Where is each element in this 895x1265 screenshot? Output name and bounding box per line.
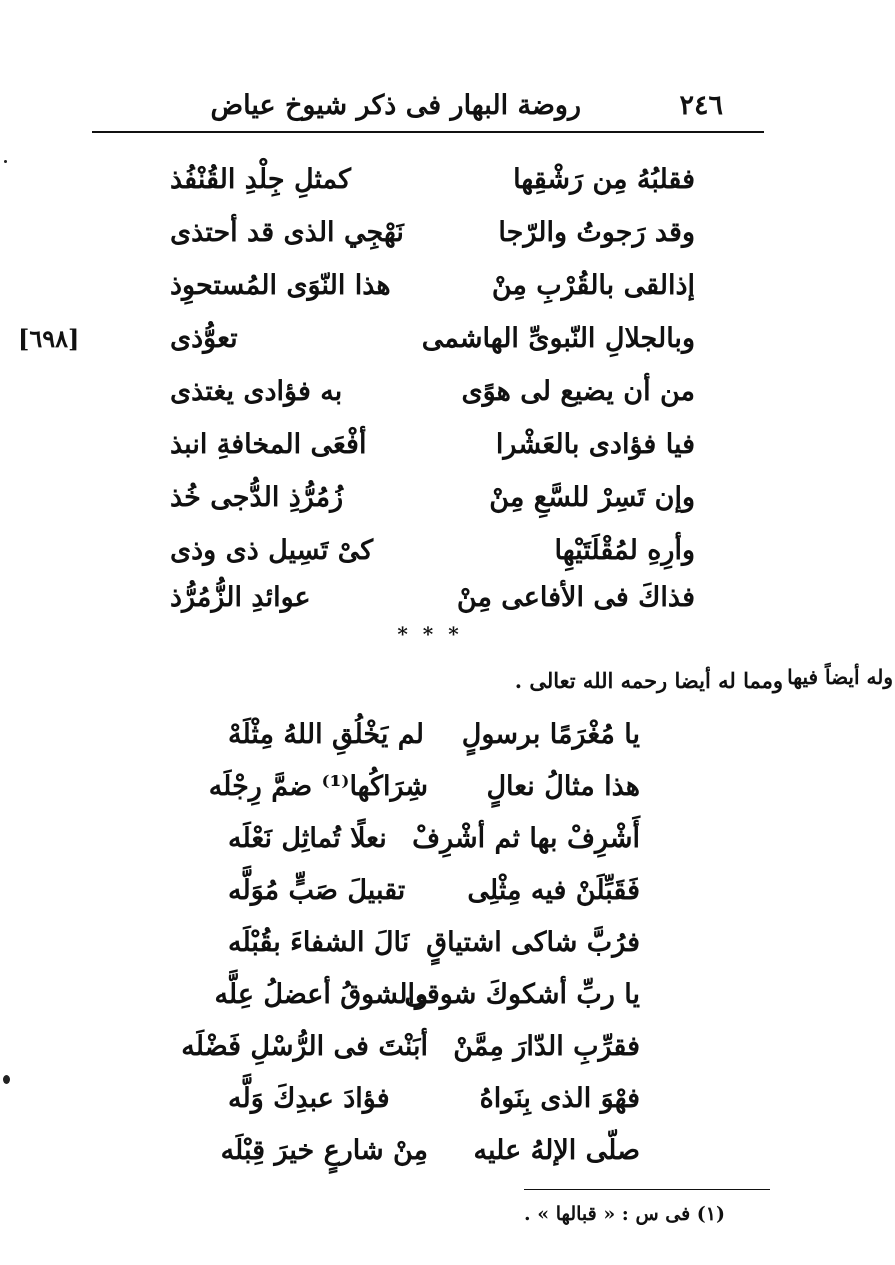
- first-hemistich: وبالجلالِ النّبوىِّ الهاشمى: [421, 323, 695, 354]
- first-hemistich: فقلبُهُ مِن رَشْقِها: [513, 164, 695, 195]
- verse: [208, 767, 640, 819]
- header-rule: [92, 131, 764, 133]
- first-hemistich: أَشْرِفْ بها ثم أشْرِفْ: [412, 823, 640, 854]
- verse: [214, 975, 640, 1027]
- verse: [181, 1027, 640, 1079]
- second-hemistich: نَالَ الشفاءَ بقُبْلَه: [228, 927, 410, 958]
- second-hemistich: هذا النّوَى المُستحوِذ: [170, 270, 391, 301]
- verse: [170, 531, 695, 583]
- first-hemistich: فرُبَّ شاكى اشتياقٍ: [426, 927, 640, 958]
- poem-second: [181, 715, 640, 1185]
- footnote-rule: [524, 1189, 770, 1190]
- verse: [228, 1079, 640, 1131]
- first-hemistich: يا مُغْرَمًا برسولٍ: [461, 719, 640, 750]
- verse: [170, 478, 695, 530]
- second-hemistich: كمثلِ جِلْدِ القُنْفُذ: [170, 164, 352, 195]
- margin-note: وله أيضاً فيها: [787, 665, 893, 689]
- second-hemistich: مِنْ شارعٍ خيرَ قِبْلَه: [220, 1135, 428, 1166]
- second-hemistich: والشوقُ أعضلُ عِلَّه: [214, 979, 428, 1010]
- verse: [220, 1131, 640, 1183]
- verse: [228, 871, 640, 923]
- verse: [170, 372, 695, 424]
- second-hemistich: كىْ تَسِيل ذى وذى: [170, 535, 374, 566]
- verse: [228, 715, 640, 767]
- second-hemistich: عوائدِ الزُّمُرُّذ: [170, 582, 311, 613]
- second-hemistich: نعلًا تُماثِل نَعْلَه: [228, 823, 387, 854]
- second-hemistich: تقبيلَ صَبٍّ مُوَلَّه: [228, 875, 406, 906]
- running-title: روضة البهار فى ذكر شيوخ عياض: [210, 90, 581, 121]
- first-hemistich: فذاكَ فى الأفاعى مِنْ: [456, 582, 695, 613]
- footnote: (١) فى س : « قبالها » .: [524, 1203, 725, 1225]
- margin-dot: [3, 1075, 10, 1084]
- poem-first: [170, 150, 695, 620]
- second-hemistich: لم يَخْلُقِ اللهُ مِثْلَهْ: [228, 719, 424, 750]
- second-hemistich: فؤادَ عبدِكَ وَلَّه: [228, 1083, 390, 1114]
- poem-introduction: ومما له أيضا رحمه الله تعالى .: [514, 668, 783, 693]
- second-hemistich: نَهْجِي الذى قد أحتذى: [170, 217, 404, 248]
- verse: [170, 213, 695, 265]
- page-number: ٢٤٦: [679, 90, 723, 121]
- first-hemistich: من أن يضيع لى هوًى: [461, 376, 695, 407]
- verse: [228, 819, 640, 871]
- page-header: [95, 82, 763, 132]
- first-hemistich: إذالقى بالقُرْبِ مِنْ: [491, 270, 695, 301]
- first-hemistich: هذا مثالُ نعالٍ: [486, 771, 640, 802]
- section-divider: * * *: [397, 622, 463, 646]
- verse: [170, 425, 695, 477]
- first-hemistich: صلّى الإلهُ عليه: [473, 1135, 640, 1166]
- verse: [170, 266, 695, 318]
- margin-reference: [٦٩٨]: [18, 324, 80, 353]
- first-hemistich: فَقَبِّلَنْ فيه مِثْلِى: [467, 875, 640, 906]
- first-hemistich: وأرِهِ لمُقْلَتَيْهِا: [554, 535, 695, 566]
- second-hemistich: أفْعَى المخافةِ انبذ: [170, 429, 367, 460]
- first-hemistich: وإن تَسِرْ للسَّعِ مِنْ: [489, 482, 695, 513]
- first-hemistich: وقد رَجوتُ والرّجا: [498, 217, 695, 248]
- verse: [170, 319, 695, 371]
- first-hemistich: فيا فؤادى بالعَشْرا: [495, 429, 695, 460]
- second-hemistich: أبَنْتَ فى الرُّسْلِ فَضْلَه: [181, 1031, 428, 1062]
- first-hemistich: يا ربِّ أشكوكَ شوقى: [404, 979, 640, 1010]
- verse: [170, 160, 695, 212]
- second-hemistich: به فؤادى يغتذى: [170, 376, 343, 407]
- second-hemistich: شِرَاكُها⁽¹⁾ ضمَّ رِجْلَه: [208, 771, 428, 802]
- verse: [228, 923, 640, 975]
- first-hemistich: فهْوَ الذى بِنَواهُ: [479, 1083, 640, 1114]
- second-hemistich: زُمُرُّذِ الدُّجى خُذ: [170, 482, 344, 513]
- margin-dot: [4, 160, 7, 163]
- first-hemistich: فقرِّبِ الدّارَ مِمَّنْ: [453, 1031, 640, 1062]
- second-hemistich: تعوُّذى: [170, 323, 238, 354]
